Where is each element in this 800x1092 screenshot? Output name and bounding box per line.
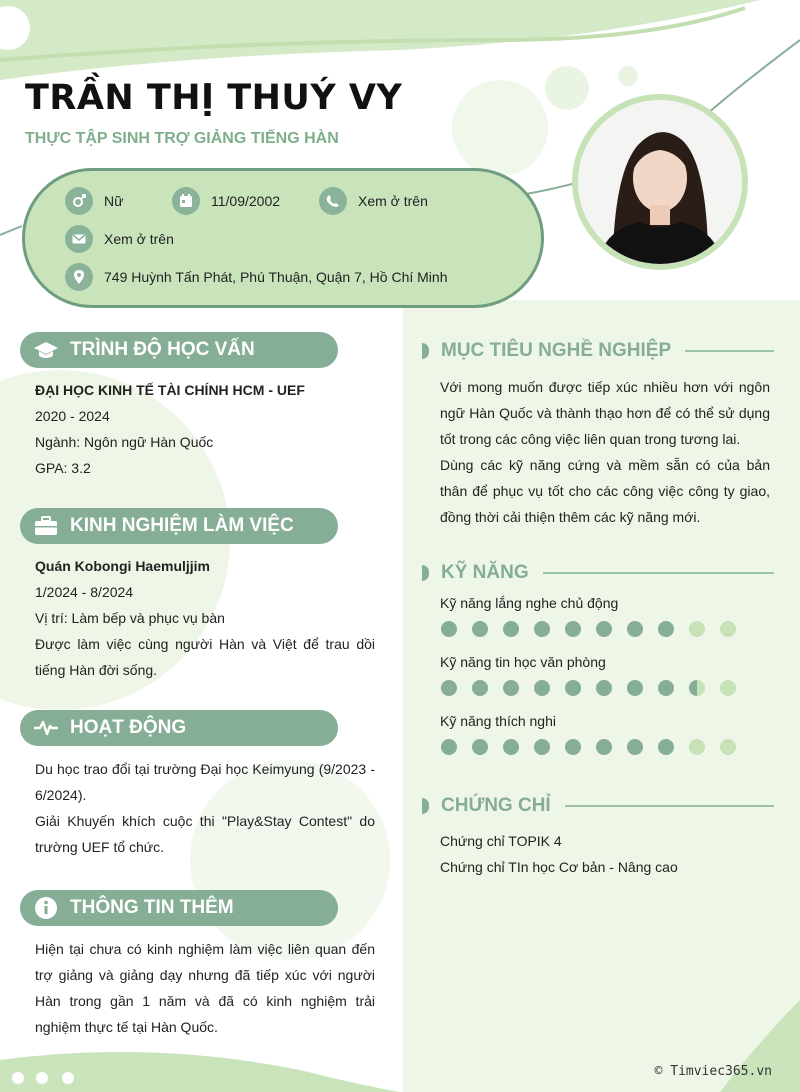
job-title: THỰC TẬP SINH TRỢ GIẢNG TIẾNG HÀN [25,130,339,147]
skill-dot [565,739,581,755]
skill-dot [441,739,457,755]
skill-dot [658,680,674,696]
skill-dot [472,739,488,755]
section-divider [543,572,774,574]
experience-heading-text: KINH NGHIỆM LÀM VIỆC [70,515,294,536]
objective-heading [422,340,774,362]
email-item [65,225,174,253]
skill-dot [596,621,612,637]
activities-heading [20,710,338,746]
certificate-item: Chứng chỉ TOPIK 4 [440,833,562,849]
education-gpa: GPA: 3.2 [35,460,91,476]
gender-item [65,187,123,215]
phone-item [319,187,428,215]
gender-value: Nữ [104,193,124,209]
skill-dot [534,680,550,696]
objective-heading-text: MỤC TIÊU NGHỀ NGHIỆP [441,340,672,361]
personal-info-panel [22,168,544,308]
experience-heading [20,508,338,544]
phone-icon [319,187,347,215]
graduation-cap-icon [26,340,66,360]
activities-content [35,756,375,860]
school-name: ĐẠI HỌC KINH TẾ TÀI CHÍNH HCM - UEF [35,382,305,398]
skill-dot [627,621,643,637]
skill-rating [441,680,736,696]
additional-info-heading [20,890,338,926]
skill-dot [441,680,457,696]
skill-dot [720,680,736,696]
certificates-heading [422,795,774,817]
additional-info-text: Hiện tại chưa có kinh nghiệm làm việc liên quan đến trợ giảng và giảng dạy nhưng đã tiếp xúc với người Hàn trong gần 1 năm và đã có kinh nghiệm trải nghiệm thực tế tại Hàn Quốc. [35,941,375,1035]
activities-heading-text: HOẠT ĐỘNG [70,717,187,738]
section-marker [422,798,429,814]
education-heading [20,332,338,368]
profile-photo-frame [572,94,748,270]
certificate-item: Chứng chỉ TIn học Cơ bản - Nâng cao [440,859,678,875]
profile-photo [578,100,742,264]
experience-content [35,553,375,683]
skill-dot [534,621,550,637]
skill-dot [472,680,488,696]
gender-icon [65,187,93,215]
candidate-name: TRẦN THỊ THUÝ VY [25,78,403,118]
skill-dot [503,621,519,637]
skill-dot [658,621,674,637]
section-marker [422,343,429,359]
skill-dot [441,621,457,637]
skill-dot [689,621,705,637]
calendar-icon [172,187,200,215]
address-item [65,263,447,291]
skill-dot [472,621,488,637]
skill-name: Kỹ năng tin học văn phòng [440,654,606,670]
skill-dot [689,739,705,755]
objective-paragraph: Với mong muốn được tiếp xúc nhiều hơn với ngôn ngữ Hàn Quốc và thành thạo hơn để có thể sử dụng tốt trong các công việc liên quan trong tương lai. [440,379,770,447]
education-content [35,377,375,481]
skill-dot [596,680,612,696]
skill-dot [627,739,643,755]
education-heading-text: TRÌNH ĐỘ HỌC VẤN [70,339,255,360]
address-value: 749 Huỳnh Tấn Phát, Phú Thuận, Quận 7, Hồ Chí Minh [104,269,448,285]
skill-dot [658,739,674,755]
skill-rating [441,621,736,637]
skill-dot [565,680,581,696]
birthdate-item [172,187,280,215]
section-divider [565,805,774,807]
activity-item: Giải Khuyến khích cuộc thi "Play&Stay Contest" do trường UEF tổ chức. [35,813,375,855]
company-name: Quán Kobongi Haemuljjim [35,558,211,574]
skills-heading [422,562,774,584]
education-major: Ngành: Ngôn ngữ Hàn Quốc [35,434,214,450]
activity-item: Du học trao đổi tại trường Đại học Keimyung (9/2023 - 6/2024). [35,761,375,803]
skill-rating [441,739,736,755]
skill-dot [565,621,581,637]
experience-description: Được làm việc cùng người Hàn và Việt để trau dồi tiếng Hàn đời sống. [35,636,375,678]
email-value: Xem ở trên [104,231,174,247]
skill-dot [720,621,736,637]
skill-dot [596,739,612,755]
skill-name: Kỹ năng thích nghi [440,713,556,729]
skill-dot [503,739,519,755]
certificates-heading-text: CHỨNG CHỈ [441,795,551,816]
certificates-list [440,828,678,880]
skills-heading-text: KỸ NĂNG [441,562,529,583]
skill-dot [689,680,705,696]
objective-paragraph: Dùng các kỹ năng cứng và mềm sẵn có của bản thân để phục vụ tốt cho các công việc công ty giao, đồng thời cải thiện thêm các kỹ năng mới. [440,457,770,525]
experience-period: 1/2024 - 8/2024 [35,584,134,600]
info-icon [26,896,66,920]
experience-position: Vị trí: Làm bếp và phục vụ bàn [35,610,225,626]
objective-content [440,374,770,530]
section-marker [422,565,429,581]
skill-dot [720,739,736,755]
skill-dot [534,739,550,755]
phone-value: Xem ở trên [358,193,428,209]
skill-dot [627,680,643,696]
skill-dot [503,680,519,696]
activity-pulse-icon [26,719,66,737]
email-icon [65,225,93,253]
section-divider [685,350,774,352]
additional-info-heading-text: THÔNG TIN THÊM [70,897,234,918]
location-icon [65,263,93,291]
skill-name: Kỹ năng lắng nghe chủ động [440,595,619,611]
education-years: 2020 - 2024 [35,408,110,424]
birthdate-value: 11/09/2002 [211,193,281,209]
copyright-text: © Timviec365.vn [654,1064,772,1079]
briefcase-icon [26,516,66,536]
